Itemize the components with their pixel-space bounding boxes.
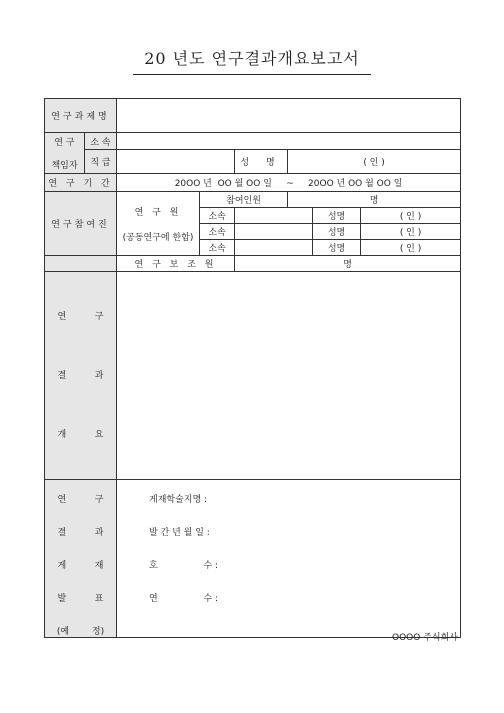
period-label: 연 구 기 간 — [45, 174, 117, 192]
name-label: 성 명 — [235, 150, 288, 174]
period-field[interactable]: 20OO 년 OO 월 OO 일 ~ 20OO 년 OO 월 OO 일 — [117, 174, 461, 192]
affiliation-field[interactable] — [117, 133, 461, 150]
participant-affiliation-field[interactable] — [235, 224, 313, 240]
participants-label: 연구참여진 — [45, 192, 117, 256]
publication-field[interactable] — [117, 480, 461, 638]
researchers-label: 연 구 원 (공동연구에 한함) — [117, 192, 200, 256]
participant-count-field[interactable]: 명 — [288, 192, 461, 208]
position-label: 직 급 — [85, 150, 117, 174]
seal-field[interactable]: ( 인 ) — [288, 150, 461, 174]
volume-label: 연 수 : — [149, 594, 219, 604]
participant-name-label: 성명 — [313, 208, 361, 224]
assistants-label: 연 구 보 조 원 — [117, 256, 235, 272]
participant-affiliation-label: 소속 — [200, 208, 235, 224]
publication-label: 연 구 결 과 게 재 발 표 (예 정) — [45, 480, 117, 638]
participant-count-label: 참여인원 — [200, 192, 288, 208]
participant-affiliation-label: 소속 — [200, 240, 235, 256]
participant-affiliation-field[interactable] — [235, 208, 313, 224]
company-footer: OOOO 주식회사 — [392, 633, 458, 643]
page-title: 20 년도 연구결과개요보고서 — [144, 49, 360, 68]
assistants-field[interactable]: 명 — [235, 256, 461, 272]
researcher-head-label: 연 구 책임자 — [45, 133, 85, 174]
participant-name-label: 성명 — [313, 240, 361, 256]
project-title-label: 연구과제명 — [45, 99, 117, 133]
journal-label: 게재학술지명 : — [149, 495, 208, 505]
pub-date-label: 발 간 년 월 일 : — [149, 528, 210, 538]
project-title-field[interactable] — [117, 99, 461, 133]
summary-label: 연 구 결 과 개 요 — [45, 272, 117, 480]
title-underline — [133, 74, 371, 75]
issue-label: 호 수 : — [149, 561, 219, 571]
participant-seal-field[interactable]: ( 인 ) — [361, 240, 461, 256]
participant-seal-field[interactable]: ( 인 ) — [361, 224, 461, 240]
participant-name-label: 성명 — [313, 224, 361, 240]
participant-seal-field[interactable]: ( 인 ) — [361, 208, 461, 224]
summary-field[interactable] — [117, 272, 461, 480]
affiliation-label: 소 속 — [85, 133, 117, 150]
position-field[interactable] — [117, 150, 235, 174]
participant-affiliation-field[interactable] — [235, 240, 313, 256]
assistants-spacer — [45, 256, 117, 272]
report-form — [44, 98, 461, 638]
participant-affiliation-label: 소속 — [200, 224, 235, 240]
